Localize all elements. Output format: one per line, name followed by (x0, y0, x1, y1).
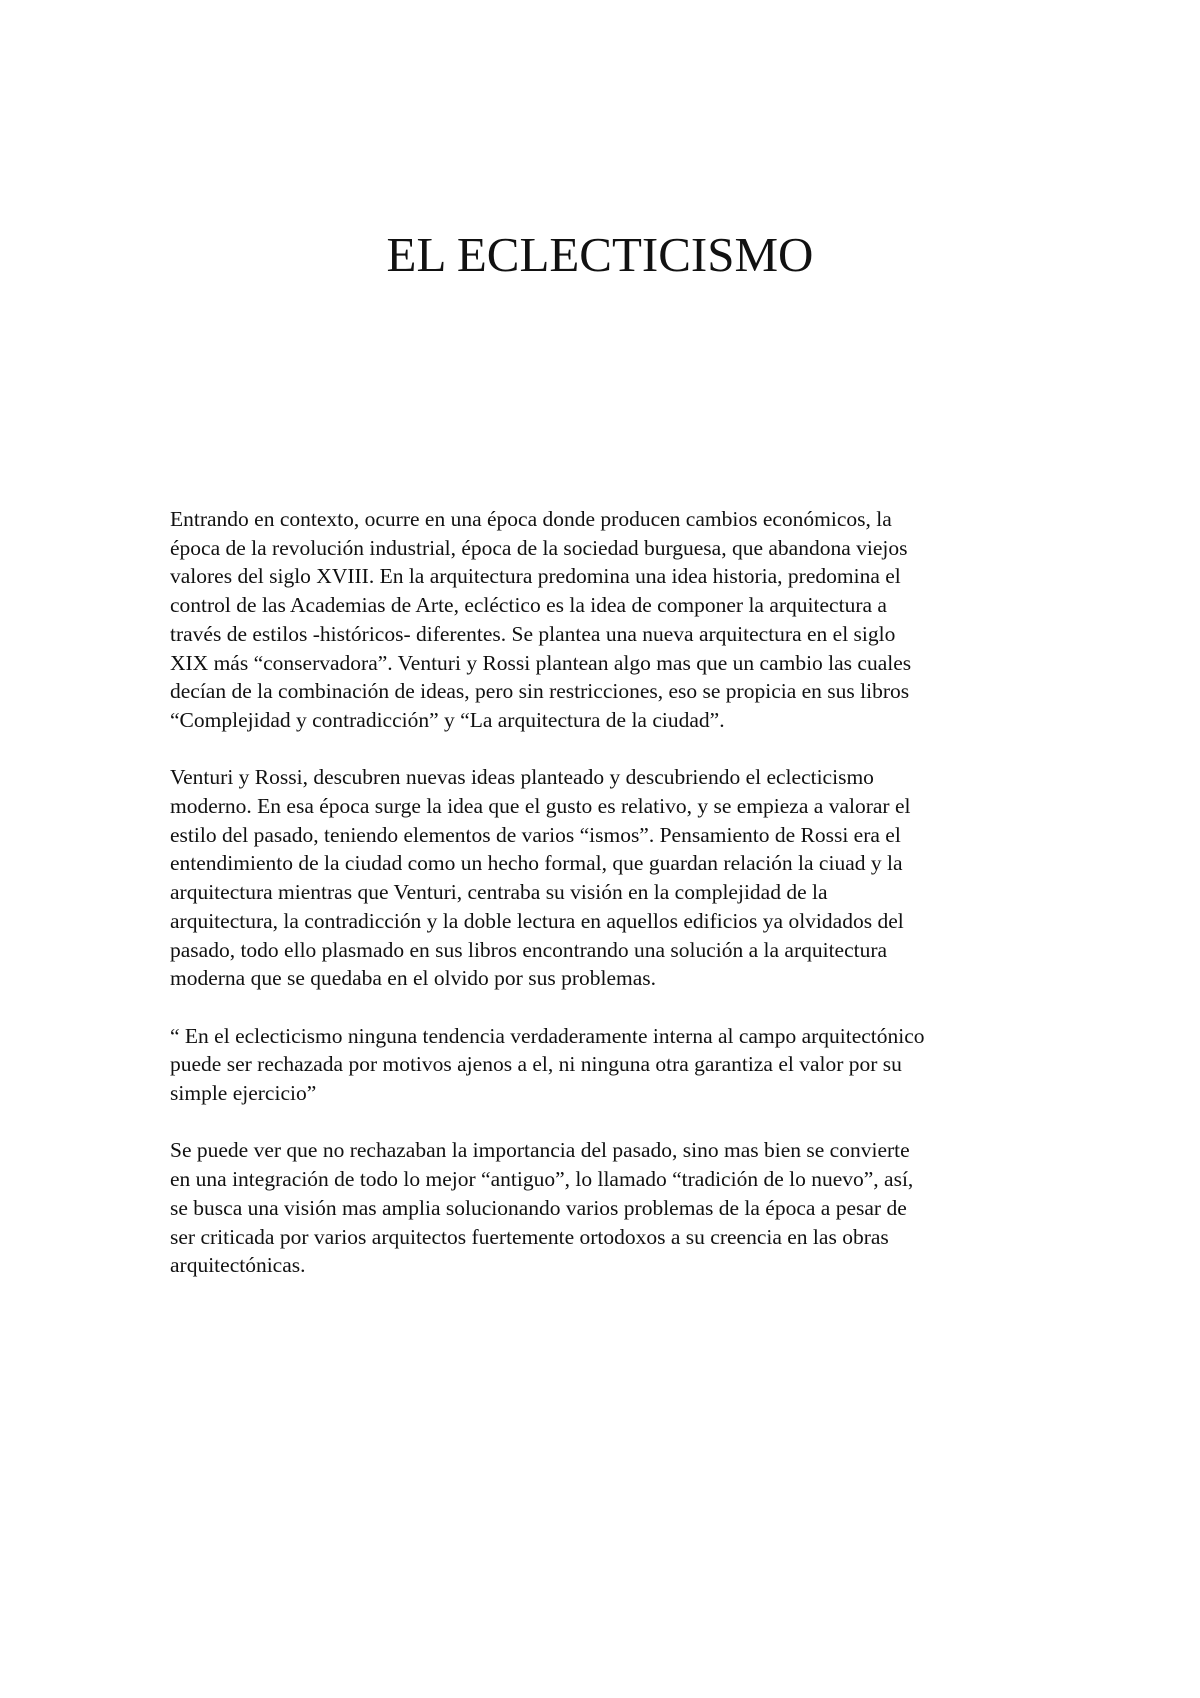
text-line: Se puede ver que no rechazaban la importancia del pasado, sino mas bien se convierte (170, 1138, 910, 1163)
text-line: XIX más “conservadora”. Venturi y Rossi plantean algo mas que un cambio las cuales (170, 650, 912, 675)
text-line: control de las Academias de Arte, ecléctico es la idea de componer la arquitectura a (170, 593, 887, 618)
text-line: pasado, todo ello plasmado en sus libros encontrando una solución a la arquitectura (170, 937, 888, 962)
text-line: arquitectura mientras que Venturi, centraba su visión en la complejidad de la (170, 880, 828, 905)
text-line: través de estilos -históricos- diferentes. Se plantea una nueva arquitectura en el siglo (170, 621, 896, 646)
page-title: EL ECLECTICISMO (386, 227, 814, 282)
text-line: Venturi y Rossi, descubren nuevas ideas planteado y descubriendo el eclecticismo (170, 765, 874, 790)
text-line: puede ser rechazada por motivos ajenos a el, ni ninguna otra garantiza el valor por su (170, 1052, 902, 1077)
text-line: estilo del pasado, teniendo elementos de varios “ismos”. Pensamiento de Rossi era el (170, 822, 901, 847)
paragraph-venturi-rossi (170, 763, 1050, 993)
text-line: “ En el eclecticismo ninguna tendencia verdaderamente interna al campo arquitectónico (170, 1023, 925, 1048)
text-line: Entrando en contexto, ocurre en una época donde producen cambios económicos, la (170, 507, 892, 531)
text-line: decían de la combinación de ideas, pero sin restricciones, eso se propicia en sus libros (170, 679, 910, 704)
text-line: moderna que se quedaba en el olvido por sus problemas. (170, 966, 657, 991)
paragraph-quote (170, 1022, 1050, 1108)
text-line: valores del siglo XVIII. En la arquitectura predomina una idea historia, predomina el (170, 564, 901, 589)
text-line: en una integración de todo lo mejor “antiguo”, lo llamado “tradición de lo nuevo”, así, (170, 1167, 914, 1192)
paragraph-context (170, 505, 1050, 735)
text-line: moderno. En esa época surge la idea que el gusto es relativo, y se empieza a valorar el (170, 794, 911, 819)
document-body (170, 505, 1050, 1309)
paragraph-conclusion (170, 1136, 1050, 1280)
text-line: entendimiento de la ciudad como un hecho formal, que guardan relación la ciuad y la (170, 851, 903, 876)
text-line: simple ejercicio” (170, 1081, 317, 1106)
text-line: arquitectura, la contradicción y la doble lectura en aquellos edificios ya olvidados del (170, 908, 904, 933)
text-line: “Complejidad y contradicción” y “La arquitectura de la ciudad”. (170, 707, 725, 732)
text-line: se busca una visión mas amplia solucionando varios problemas de la época a pesar de (170, 1195, 907, 1220)
text-line: arquitectónicas. (170, 1253, 306, 1278)
text-line: época de la revolución industrial, época de la sociedad burguesa, que abandona viejos (170, 535, 908, 560)
text-line: ser criticada por varios arquitectos fuertemente ortodoxos a su creencia en las obras (170, 1224, 889, 1249)
